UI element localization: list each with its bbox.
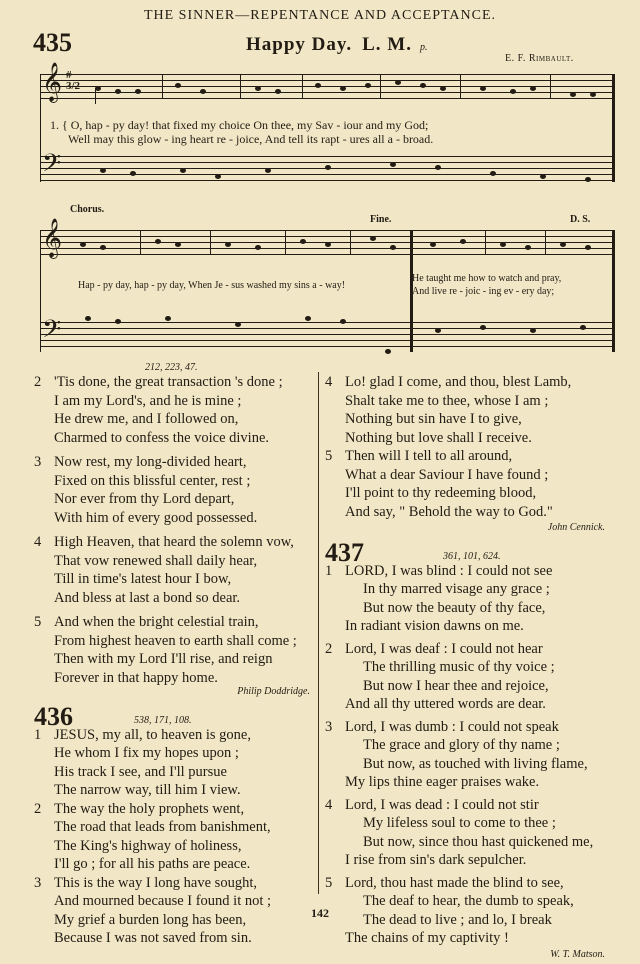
verse-line: High Heaven, that heard the solemn vow, xyxy=(54,534,294,550)
verse-2: 2 'Tis done, the great transaction 's done ; I am my Lord's, and he is mine ; He drew me, and I followed on, Charmed to confess the voice divine. xyxy=(34,373,316,447)
hymn-436-verse-2: 2 The way the holy prophets went, The road that leads from banishment, The King's highway of holiness, I'll go ; for all his paths are peace. xyxy=(34,800,316,874)
hymn-436-verse-4: 4 Lo! glad I come, and thou, blest Lamb, Shalt take me to thee, whose I am ; Nothing but sin have I to give, Nothing but love shall I receive. xyxy=(325,373,617,447)
music-system-2 xyxy=(40,200,615,360)
verse-line: The chains of my captivity ! xyxy=(325,929,617,948)
treble-clef-icon: 𝄞 xyxy=(42,66,62,100)
column-divider xyxy=(318,372,319,894)
author-436: John Cennick. xyxy=(325,519,617,538)
time-signature: # 3/2 xyxy=(66,70,80,92)
verse-line: Lo! glad I come, and thou, blest Lamb, xyxy=(345,374,571,390)
verse-5: 5 And when the bright celestial train, From highest heaven to earth shall come ; Then with my Lord I'll rise, and reign Forever in that happy home. xyxy=(34,613,316,687)
chorus-lyric-line-1: Hap - py day, hap - py day, When Je - sus washed my sins a - way! xyxy=(78,280,345,291)
verse-line: In thy marred visage any grace ; xyxy=(325,580,617,599)
verse-line: Forever in that happy home. xyxy=(34,669,316,688)
chorus-lyric-line-2a: He taught me how to watch and pray, xyxy=(412,273,561,284)
hymn-436-number: 436 xyxy=(34,704,73,730)
verse-line: Then with my Lord I'll rise, and reign xyxy=(34,650,316,669)
verse-line: That vow renewed shall daily hear, xyxy=(34,552,316,571)
verse-line: What a dear Saviour I have found ; xyxy=(325,466,617,485)
verse-line: My lips thine eager praises wake. xyxy=(325,773,617,792)
verse-line: From highest heaven to earth shall come ; xyxy=(34,632,316,651)
verse-line: Charmed to confess the voice divine. xyxy=(34,429,316,448)
verse-line: Lord, I was deaf : I could not hear xyxy=(345,641,543,657)
bass-clef-icon: 𝄢 xyxy=(42,152,61,182)
tune-refs-435: 212, 223, 47. xyxy=(145,362,198,373)
verse-line: He whom I fix my hopes upon ; xyxy=(34,744,316,763)
verse-line: The road that leads from banishment, xyxy=(34,818,316,837)
verse-line: The narrow way, till him I view. xyxy=(34,781,316,800)
verse-line: The way the holy prophets went, xyxy=(54,801,244,817)
bass-clef-icon: 𝄢 xyxy=(42,318,61,348)
verse-4: 4 High Heaven, that heard the solemn vow, That vow renewed shall daily hear, Till in time's latest hour I bow, And bless at last a bond so dear. xyxy=(34,533,316,607)
ds-label: D. S. xyxy=(570,214,590,225)
verse-line: And say, " Behold the way to God." xyxy=(325,503,617,522)
verse-line: Then will I tell to all around, xyxy=(345,448,512,464)
hymn-437-verse-4: 4 Lord, I was dead : I could not stir My lifeless soul to come to thee ; But now, since thou hast quickened me, I rise from sin's dark sepulcher. xyxy=(325,796,617,870)
verse-line: The deaf to hear, the dumb to speak, xyxy=(325,892,617,911)
verse-line: Because I was not saved from sin. xyxy=(34,929,316,948)
tune-refs-436: 538, 171, 108. xyxy=(134,712,192,731)
verse-line: In radiant vision dawns on me. xyxy=(325,617,617,636)
composer: E. F. Rimbault. xyxy=(505,53,574,64)
hymn-437-verse-2: 2 Lord, I was deaf : I could not hear The thrilling music of thy voice ; But now I hear thee and rejoice, And all thy uttered words are dear. xyxy=(325,640,617,714)
verse-line: With him of every good possessed. xyxy=(34,509,316,528)
verse-lyric-line-1: 1. { O, hap - py day! that fixed my choice On thee, my Sav - iour and my God; xyxy=(50,118,428,133)
hymn-437-verse-5: 5 Lord, thou hast made the blind to see, The deaf to hear, the dumb to speak, The dead to live ; and lo, I break The chains of my captivity ! xyxy=(325,874,617,948)
verse-line: Nothing but sin have I to give, xyxy=(325,410,617,429)
verse-line: 'Tis done, the great transaction 's done ; xyxy=(54,374,283,390)
verse-line: The King's highway of holiness, xyxy=(34,837,316,856)
verse-line: But now I hear thee and rejoice, xyxy=(325,677,617,696)
hymn-437-verse-3: 3 Lord, I was dumb : I could not speak The grace and glory of thy name ; But now, as touched with living flame, My lips thine eager praises wake. xyxy=(325,718,617,792)
verse-line: The dead to live ; and lo, I break xyxy=(325,911,617,930)
verse-line: Nor ever from thy Lord depart, xyxy=(34,490,316,509)
hymn-437-verse-1: 1 LORD, I was blind : I could not see In thy marred visage any grace ; But now the beauty of thy face, In radiant vision dawns on me. xyxy=(325,562,617,636)
verse-line: And mourned because I found it not ; xyxy=(34,892,316,911)
verse-line: LORD, I was blind : I could not see xyxy=(345,563,552,579)
treble-clef-icon: 𝄞 xyxy=(42,222,62,256)
hymn-436-verse-3: 3 This is the way I long have sought, And mourned because I found it not ; My grief a burden long has been, Because I was not saved from sin. xyxy=(34,874,316,948)
verse-line: I rise from sin's dark sepulcher. xyxy=(325,851,617,870)
chorus-label: Chorus. xyxy=(70,204,104,215)
verse-line: His track I see, and I'll pursue xyxy=(34,763,316,782)
meter: L. M. xyxy=(362,34,412,55)
hymn-435-title-row xyxy=(246,34,427,56)
verse-line: I'll point to thy redeeming blood, xyxy=(325,484,617,503)
verse-line: JESUS, my all, to heaven is gone, xyxy=(54,727,251,743)
verse-line: I'll go ; for all his paths are peace. xyxy=(34,855,316,874)
verse-line: Lord, thou hast made the blind to see, xyxy=(345,875,564,891)
verse-line: He drew me, and I followed on, xyxy=(34,410,316,429)
hymn-437-heading xyxy=(325,538,617,562)
author-435: Philip Doddridge. xyxy=(34,683,316,702)
verse-line: And when the bright celestial train, xyxy=(54,614,259,630)
fine-label: Fine. xyxy=(370,214,391,225)
hymn-436-verse-1: 1 JESUS, my all, to heaven is gone, He whom I fix my hopes upon ; His track I see, and I'll pursue The narrow way, till him I view. xyxy=(34,726,316,800)
verse-line: Till in time's latest hour I bow, xyxy=(34,570,316,589)
left-column xyxy=(34,373,316,948)
verse-line: And all thy uttered words are dear. xyxy=(325,695,617,714)
hymn-436-heading xyxy=(34,702,316,726)
verse-line: Now rest, my long-divided heart, xyxy=(54,454,247,470)
right-column xyxy=(325,373,617,964)
author-437: W. T. Matson. xyxy=(325,946,617,964)
verse-line: Lord, I was dumb : I could not speak xyxy=(345,719,559,735)
tune-refs-437: 361, 101, 624. xyxy=(443,548,501,567)
music-system-1 xyxy=(40,64,615,204)
verse-line: Fixed on this blissful center, rest ; xyxy=(34,472,316,491)
verse-line: But now, since thou hast quickened me, xyxy=(325,833,617,852)
verse-line: I am my Lord's, and he is mine ; xyxy=(34,392,316,411)
verse-line: But now, as touched with living flame, xyxy=(325,755,617,774)
verse-3: 3 Now rest, my long-divided heart, Fixed on this blissful center, rest ; Nor ever from thy Lord depart, With him of every good possessed. xyxy=(34,453,316,527)
hymn-435-number: 435 xyxy=(33,30,72,56)
hymn-436-verse-5: 5 Then will I tell to all around, What a dear Saviour I have found ; I'll point to thy redeeming blood, And say, " Behold the way to God." xyxy=(325,447,617,521)
verse-line: Nothing but love shall I receive. xyxy=(325,429,617,448)
verse-line: This is the way I long have sought, xyxy=(54,875,257,891)
tune-name: Happy Day. xyxy=(246,34,352,55)
verse-lyric-line-2: Well may this glow - ing heart re - joice, And tell its rapt - ures all a - broad. xyxy=(68,132,433,147)
verse-line: My grief a burden long has been, xyxy=(34,911,316,930)
page-number: 142 xyxy=(0,906,640,921)
hymn-437-number: 437 xyxy=(325,540,364,566)
chorus-lyric-line-2b: And live re - joic - ing ev - ery day; xyxy=(412,286,554,297)
verse-line: Shalt take me to thee, whose I am ; xyxy=(325,392,617,411)
page-header: THE SINNER—REPENTANCE AND ACCEPTANCE. xyxy=(0,8,640,24)
verse-line: The grace and glory of thy name ; xyxy=(325,736,617,755)
verse-line: But now the beauty of thy face, xyxy=(325,599,617,618)
meter-p: p. xyxy=(420,42,428,53)
verse-line: My lifeless soul to come to thee ; xyxy=(325,814,617,833)
verse-line: Lord, I was dead : I could not stir xyxy=(345,797,539,813)
verse-line: The thrilling music of thy voice ; xyxy=(325,658,617,677)
verse-line: And bless at last a bond so dear. xyxy=(34,589,316,608)
